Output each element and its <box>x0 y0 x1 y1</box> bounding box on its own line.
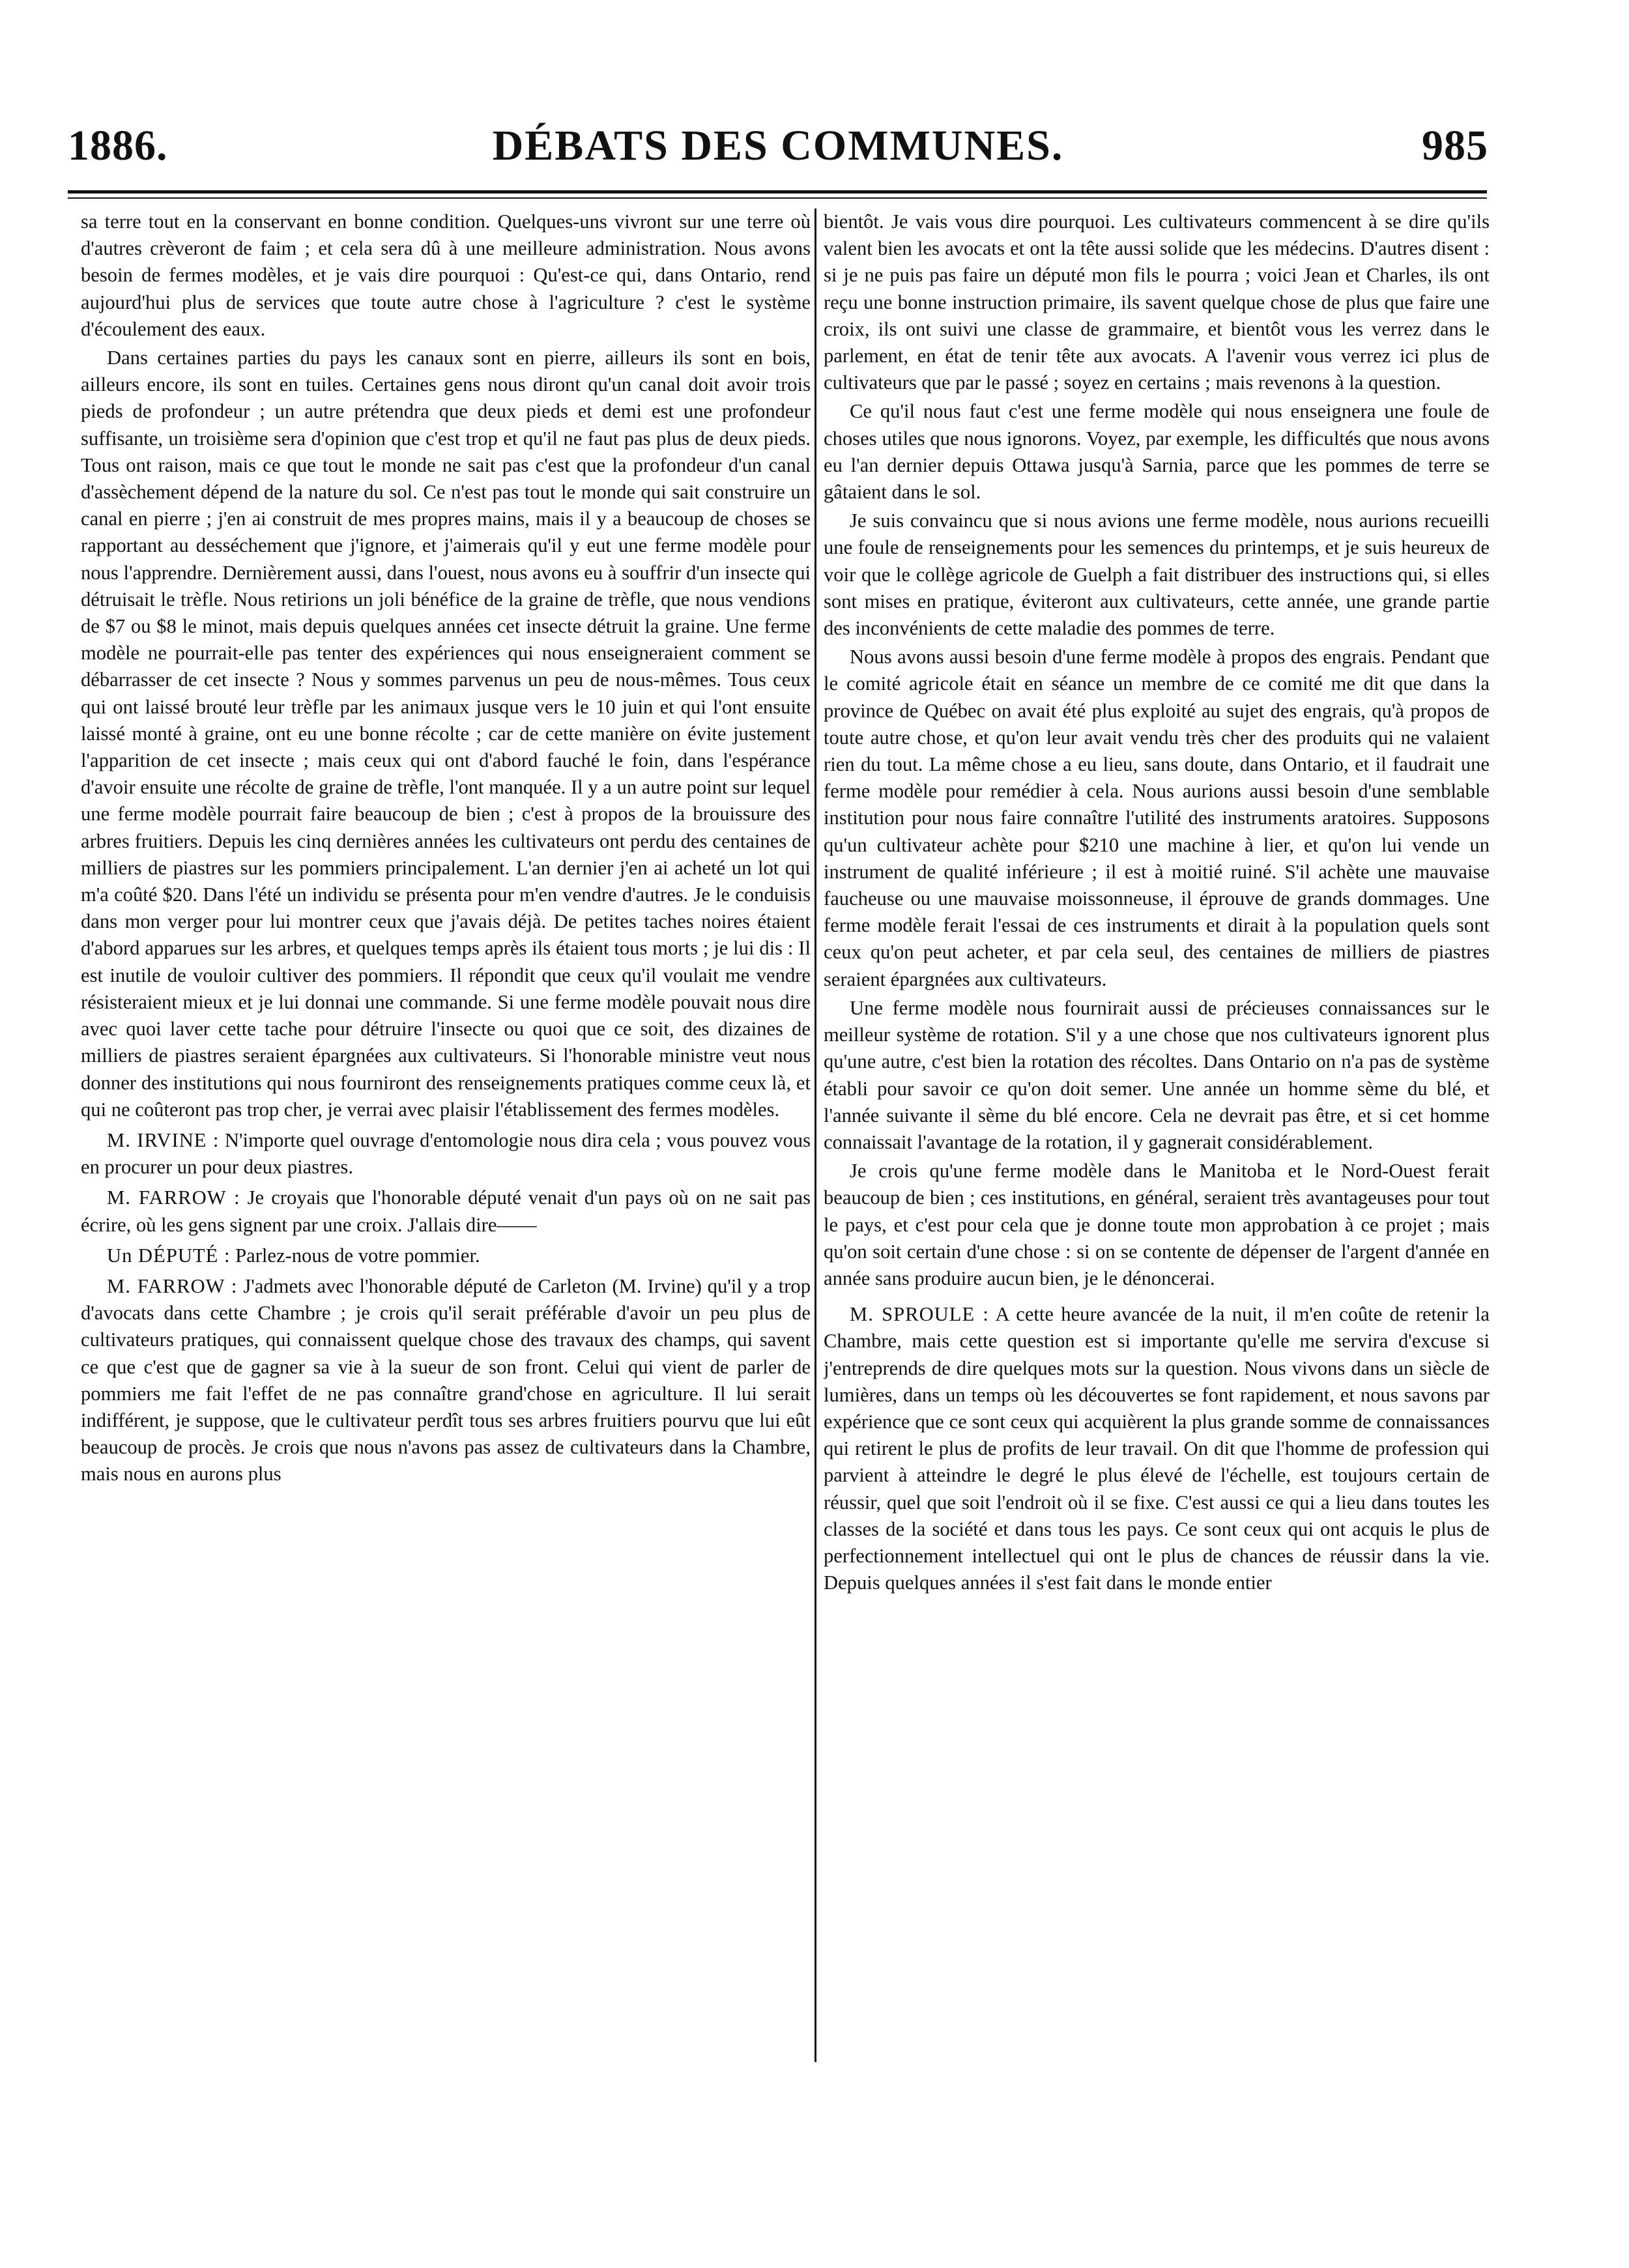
speech-farrow <box>81 1273 811 1488</box>
speaker-name: M. SPROULE : <box>850 1303 989 1326</box>
page-number: 985 <box>1422 122 1488 169</box>
speaker-name: M. FARROW : <box>107 1274 238 1297</box>
speech-depute <box>81 1242 811 1269</box>
speech-text: Je croyais que l'honorable député venait d'un pays où on ne sait pas écrire, où les gens signent par une croix. J'allais dire—— <box>81 1186 811 1236</box>
speech-text: N'importe quel ouvrage d'entomologie nous dira cela ; vous pouvez vous en procurer un pour deux piastres. <box>81 1128 811 1179</box>
paragraph: Je crois qu'une ferme modèle dans le Manitoba et le Nord-Ouest ferait beaucoup de bien ; ces institutions, en général, seraient très avantageuses pour tout le pays, et c'est pour cela que je donne toute mon approbation à ce projet ; mais qu'on soit certain d'une chose : si on se contente de dépenser de l'argent d'année en année sans produire aucun bien, je le dénoncerai. <box>824 1160 1490 1289</box>
speech-text: A cette heure avancée de la nuit, il m'en coûte de retenir la Chambre, mais cette question est si importante qu'elle me servira d'excuse si j'entreprends de dire quelques mots sur la question. Nous vivons dans un siècle de lumières, dans un temps où les découvertes se font rapidement, et nous savons par expérience que ce sont ceux qui acquièrent la plus grande somme de connaissances qui retirent le plus de profits de leur travail. On dit que l'homme de profession qui parvient à atteindre le degré le plus élevé de l'échelle, est toujours certain de réussir, quel que soit l'endroit où il se fixe. C'est aussi ce qui a lieu dans toutes les classes de la société et dans tous les pays. Ce sont ceux qui ont acquis le plus de perfectionnement intellectuel qui ont le plus de chances de réussir dans la vie. Depuis quelques années il s'est fait dans le monde entier <box>824 1303 1490 1594</box>
left-column <box>81 208 811 2254</box>
page-header <box>68 121 1488 180</box>
speaker-name: Un DÉPUTÉ : <box>107 1244 231 1267</box>
speech-text: J'admets avec l'honorable député de Carleton (M. Irvine) qu'il y a trop d'avocats dans cette Chambre ; je crois qu'il serait préférable d'avoir un peu plus de cultivateurs pratiques, qui connaissent quelque chose des travaux des champs, qui savent ce que c'est que de gagner sa vie à la sueur de son front. Celui qui vient de parler de pommiers me fait l'effet de ne pas connaître grand'chose en agriculture. Il lui serait indifférent, je suppose, que le cultivateur perdît tous ses arbres fruitiers pourvu que lui eût beaucoup de procès. Je crois que nous n'avons pas assez de cultivateurs dans la Chambre, mais nous en aurons plus <box>81 1274 811 1486</box>
paragraph: bientôt. Je vais vous dire pourquoi. Les cultivateurs commencent à se dire qu'ils valent bien les avocats et ont la tête aussi solide que les médecins. D'autres disent : si je ne puis pas faire un député mon fils le pourra ; voici Jean et Charles, ils ont reçu une bonne instruction primaire, ils savent quelque chose de plus que faire une croix, ils ont suivi une classe de grammaire, et bientôt vous les verrez dans le parlement, en état de tenir tête aux avocats. A l'avenir vous verrez ici plus de cultivateurs que par le passé ; soyez en certains ; mais revenons à la question. <box>824 210 1490 394</box>
speech-farrow <box>81 1184 811 1238</box>
paragraph: sa terre tout en la conservant en bonne condition. Quelques-uns vivront sur une terre où d'autres crèveront de faim ; et cela sera dû à une meilleure administration. Nous avons besoin de fermes modèles, et je vais dire pourquoi : Qu'est-ce qui, dans Ontario, rend aujourd'hui plus de services que toute autre chose à l'agriculture ? c'est le système d'écoulement des eaux. <box>81 210 811 340</box>
speaker-name: M. FARROW : <box>107 1186 240 1209</box>
speaker-name: M. IRVINE : <box>107 1128 220 1151</box>
paragraph: Je suis convaincu que si nous avions une ferme modèle, nous aurions recueilli une foule de renseignements pour les semences du printemps, et je suis heureux de voir que le collège agricole de Guelph a fait distribuer des instructions qui, si elles sont mises en pratique, éviteront aux cultivateurs, cette année, une grande partie des inconvénients de cette maladie des pommes de terre. <box>824 510 1490 640</box>
page-title: DÉBATS DES COMMUNES. <box>492 122 1064 169</box>
speech-irvine <box>81 1127 811 1181</box>
header-year: 1886. <box>68 122 168 169</box>
paragraph: Une ferme modèle nous fournirait aussi de précieuses connaissances sur le meilleur système de rotation. S'il y a une chose que nos cultivateurs ignorent plus qu'une autre, c'est bien la rotation des récoltes. Dans Ontario on n'a pas de système établi pour savoir ce qu'on doit semer. Une année un homme sème du blé, et l'année suivante il sème du blé encore. Cela ne devrait pas être, et si cet homme connaissait l'avantage de la rotation, il y gagnerait considérablement. <box>824 996 1490 1153</box>
speech-sproule <box>824 1301 1490 1596</box>
speech-text: Parlez-nous de votre pommier. <box>235 1244 480 1267</box>
paragraph: Dans certaines parties du pays les canaux sont en pierre, ailleurs ils sont en bois, ailleurs encore, ils sont en tuiles. Certaines gens nous diront qu'un canal doit avoir trois pieds de profondeur ; un autre prétendra que deux pieds et demi est une profondeur suffisante, un troisième sera d'opinion que c'est trop et qu'il ne faut pas plus de deux pieds. Tous ont raison, mais ce que tout le monde ne sait pas c'est que la profondeur d'un canal d'assèchement dépend de la nature du sol. Ce n'est pas tout le monde qui sait construire un canal en pierre ; j'en ai construit de mes propres mains, mais il y a beaucoup de choses se rapportant au desséchement que j'ignore, et j'aimerais qu'il y eut une ferme modèle pour nous l'apprendre. Dernièrement aussi, dans l'ouest, nous avons eu à souffrir d'un insecte qui détruisait le trèfle. Nous retirions un joli bénéfice de la graine de trèfle, que nous vendions de $7 ou $8 le minot, mais depuis quelques années cet insecte détruit la graine. Une ferme modèle ne pourrait-elle pas tenter des expériences qui nous enseigneraient comment se débarrasser de cet insecte ? Nous y sommes parvenus un peu de nous-mêmes. Tous ceux qui ont laissé brouté leur trèfle par les animaux jusque vers le 10 juin et qui l'ont ensuite laissé monté à graine, ont eu une bonne récolte ; car de cette manière on évite justement l'apparition de cet insecte ; mais ceux qui ont d'abord fauché le foin, dans l'espérance d'avoir ensuite une récolte de graine de trèfle, l'ont manquée. Il y a un autre point sur lequel une ferme modèle pourrait faire beaucoup de bien ; c'est à propos de la brouissure des arbres fruitiers. Depuis les cinq dernières années les cultivateurs ont perdu des centaines de milliers de piastres sur les pommiers principalement. L'an dernier j'en ai acheté un lot qui m'a coûté $20. Dans l'été un individu se présenta pour m'en vendre d'autres. Je le conduisis dans mon verger pour lui montrer ceux que j'avais déjà. De petites taches noires étaient d'abord apparues sur les arbres, et quelques temps après ils étaient tous morts ; je lui dis : Il est inutile de vouloir cultiver des pommiers. Il répondit que ceux qu'il voulait me vendre résisteraient mieux et je lui donnai une commande. Si une ferme modèle pouvait nous dire avec quoi laver cette tache pour détruire l'insecte ou quoi que ce soit, des dizaines de milliers de piastres seraient épargnées aux cultivateurs. Si l'honorable ministre veut nous donner des institutions qui nous fourniront des renseignements pratiques comme ceux là, et qui ne coûteront pas trop cher, je verrai avec plaisir l'établissement des fermes modèles. <box>81 347 811 1121</box>
paragraph: Ce qu'il nous faut c'est une ferme modèle qui nous enseignera une foule de choses utiles que nous ignorons. Voyez, par exemple, les difficultés que nous avons eu l'an dernier depuis Ottawa jusqu'à Sarnia, parce que les pommes de terre se gâtaient dans le sol. <box>824 400 1490 504</box>
header-rule-thin <box>68 197 1487 199</box>
header-rule <box>68 190 1487 194</box>
paragraph: Nous avons aussi besoin d'une ferme modèle à propos des engrais. Pendant que le comité agricole était en séance un membre de ce comité me dit que dans la province de Québec on avait été plus exploité au sujet des engrais, qu'à propos de toute autre chose, et qu'on leur avait vendu très cher des produits qui ne valaient rien du tout. La même chose a eu lieu, sans doute, dans Ontario, et il faudrait une ferme modèle pour remédier à cela. Nous aurions aussi besoin d'une semblable institution pour nous faire connaître l'utilité des instruments aratoires. Supposons qu'un cultivateur achète pour $210 une machine à lier, et qu'on lui vende un instrument de qualité inférieure ; il est à moitié ruiné. S'il achète une mauvaise faucheuse ou une mauvaise moissonneuse, il éprouve de grands dommages. Une ferme modèle ferait l'essai de ces instruments et dirait à la population quels sont ceux qu'on peut acheter, et par cela seul, des centaines de milliers de piastres seraient épargnées aux cultivateurs. <box>824 646 1490 990</box>
right-column <box>824 208 1490 2254</box>
column-divider <box>814 208 816 2062</box>
